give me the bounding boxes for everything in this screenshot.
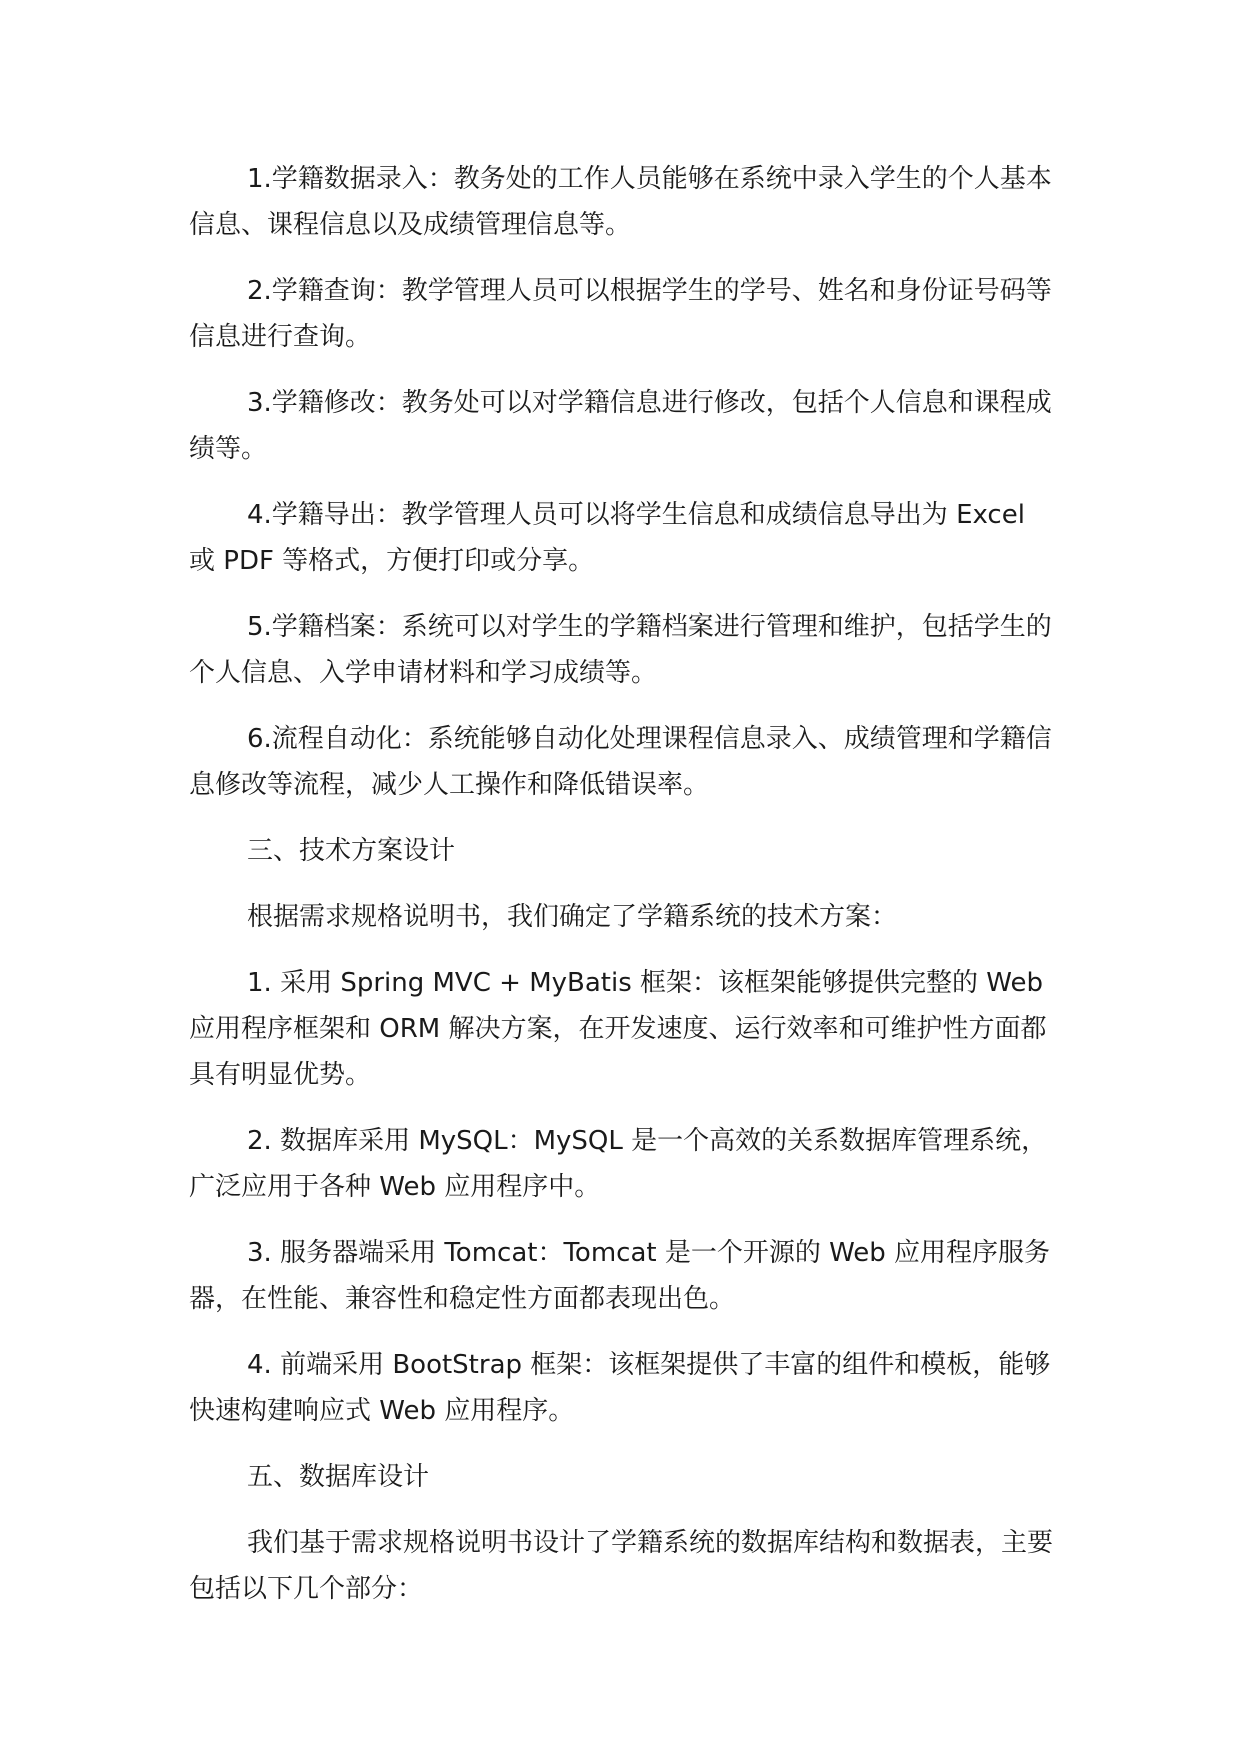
paragraph-enrollment-entry: 1.学籍数据录入：教务处的工作人员能够在系统中录入学生的个人基本信息、课程信息以及成绩管理信息等。 [189, 164, 1052, 240]
paragraph-tech-intro: 根据需求规格说明书，我们确定了学籍系统的技术方案： [247, 902, 898, 932]
paragraph-tech-framework: 1. 采用 Spring MVC + MyBatis 框架：该框架能够提供完整的 Web 应用程序框架和 ORM 解决方案，在开发速度、运行效率和可维护性方面都具有明显优势。 [189, 968, 1047, 1090]
paragraph-tech-database: 2. 数据库采用 MySQL：MySQL 是一个高效的关系数据库管理系统，广泛应用于各种 Web 应用程序中。 [189, 1126, 1048, 1202]
paragraph-enrollment-query: 2.学籍查询：教学管理人员可以根据学生的学号、姓名和身份证号码等信息进行查询。 [189, 276, 1052, 352]
paragraph-process-automation: 6.流程自动化：系统能够自动化处理课程信息录入、成绩管理和学籍信息修改等流程，减少人工操作和降低错误率。 [189, 724, 1052, 800]
paragraph-tech-frontend: 4. 前端采用 BootStrap 框架：该框架提供了丰富的组件和模板，能够快速构建响应式 Web 应用程序。 [189, 1350, 1051, 1426]
paragraph-enrollment-modify: 3.学籍修改：教务处可以对学籍信息进行修改，包括个人信息和课程成绩等。 [189, 388, 1052, 464]
paragraph-tech-server: 3. 服务器端采用 Tomcat：Tomcat 是一个开源的 Web 应用程序服务器，在性能、兼容性和稳定性方面都表现出色。 [189, 1238, 1051, 1314]
section-heading-database-design: 五、数据库设计 [247, 1462, 430, 1492]
paragraph-enrollment-export: 4.学籍导出：教学管理人员可以将学生信息和成绩信息导出为 Excel 或 PDF 等格式，方便打印或分享。 [189, 500, 1025, 576]
paragraph-enrollment-archive: 5.学籍档案：系统可以对学生的学籍档案进行管理和维护，包括学生的个人信息、入学申请材料和学习成绩等。 [189, 612, 1052, 688]
section-heading-tech-design: 三、技术方案设计 [247, 836, 456, 866]
paragraph-database-intro: 我们基于需求规格说明书设计了学籍系统的数据库结构和数据表，主要包括以下几个部分： [189, 1528, 1054, 1604]
document-body [189, 156, 1059, 1630]
